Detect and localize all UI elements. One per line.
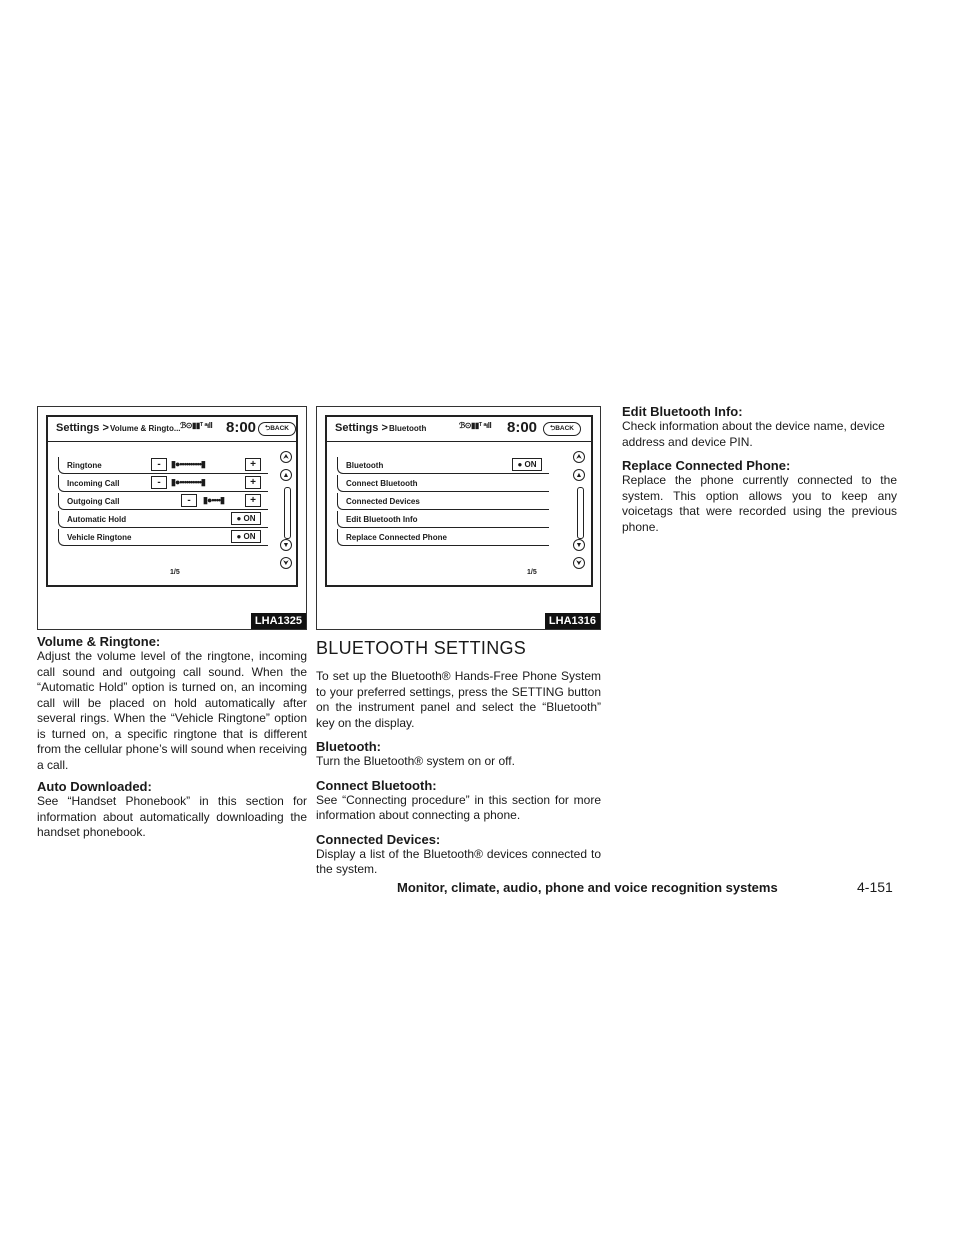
paragraph-intro: To set up the Bluetooth® Hands-Free Phone System to your preferred settings, press the SETTING button on the instrument panel and select the “Bluetooth” key on the display. <box>316 669 601 730</box>
volume-minus-button[interactable]: - <box>151 458 167 471</box>
column-right <box>622 404 897 535</box>
figure-volume-ringtone <box>37 406 307 630</box>
page-indicator: 1/5 <box>170 569 180 576</box>
scroll-up-icon[interactable]: ▲ <box>573 469 585 481</box>
row-replace-connected-phone[interactable] <box>337 529 549 546</box>
screen-header <box>48 417 296 442</box>
clock-time: 8:00 <box>507 419 538 436</box>
screen-volume-ringtone <box>46 415 298 587</box>
volume-level-bar: ▮●••••▮ <box>203 495 224 505</box>
heading-replace-connected-phone: Replace Connected Phone: <box>622 458 791 473</box>
page-number: 4-151 <box>857 879 893 895</box>
paragraph-connect-bluetooth: See “Connecting procedure” in this section for more information about connecting a phone. <box>316 792 601 822</box>
clock-time: 8:00 <box>226 419 257 436</box>
row-label: Incoming Call <box>67 479 120 488</box>
heading-connect-bluetooth: Connect Bluetooth: <box>316 777 437 793</box>
row-automatic-hold[interactable] <box>58 511 268 528</box>
volume-minus-button[interactable]: - <box>181 494 197 507</box>
screen-header <box>327 417 591 442</box>
heading-auto-downloaded: Auto Downloaded: <box>37 779 152 794</box>
heading-connected-devices: Connected Devices: <box>316 831 441 847</box>
row-label: Connect Bluetooth <box>346 479 418 488</box>
scroll-bottom-icon[interactable]: ⮟ <box>573 557 585 569</box>
figure-code: LHA1325 <box>251 613 306 629</box>
row-incoming-call[interactable] <box>58 475 268 492</box>
row-label: Edit Bluetooth Info <box>346 515 418 524</box>
toggle-on-button[interactable]: ● ON <box>231 512 261 525</box>
paragraph-edit-bluetooth-info: Check information about the device name, device address and device PIN. <box>622 419 885 449</box>
toggle-on-button[interactable]: ● ON <box>231 530 261 543</box>
volume-plus-button[interactable]: + <box>245 476 261 489</box>
heading-volume-ringtone: Volume & Ringtone: <box>37 634 161 649</box>
header-subtitle: Volume & Ringto... <box>110 424 181 433</box>
scroll-top-icon[interactable]: ⮝ <box>280 451 292 463</box>
column-left <box>37 634 307 841</box>
column-middle <box>316 638 601 878</box>
scroll-top-icon[interactable]: ⮝ <box>573 451 585 463</box>
row-label: Automatic Hold <box>67 515 127 524</box>
row-connect-bluetooth[interactable] <box>337 475 549 492</box>
header-title: Settings > <box>335 422 388 434</box>
toggle-on-button[interactable]: ● ON <box>512 458 542 471</box>
heading-edit-bluetooth-info: Edit Bluetooth Info: <box>622 404 743 419</box>
screen-bluetooth <box>325 415 593 587</box>
back-button[interactable]: ⮌BACK <box>258 422 296 436</box>
row-label: Ringtone <box>67 461 102 470</box>
figure-bluetooth-settings <box>316 406 601 630</box>
row-bluetooth[interactable] <box>337 457 549 474</box>
row-label: Bluetooth <box>346 461 384 470</box>
header-title: Settings > <box>56 422 109 434</box>
paragraph-volume-ringtone: Adjust the volume level of the ringtone, incoming call sound and outgoing call sound. When the “Automatic Hold” option is turned on, an incoming call will be placed on hold automatically after several rings. When the “Vehicle Ringtone” option is turned on, a specific ringtone that is different from the cellular phone’s will sound when receiving a call. <box>37 649 307 772</box>
footer-chapter-title: Monitor, climate, audio, phone and voice recognition systems <box>397 880 778 895</box>
row-label: Vehicle Ringtone <box>67 533 132 542</box>
volume-level-bar: ▮●••••••••••▮ <box>171 477 205 487</box>
heading-bluetooth: Bluetooth: <box>316 739 381 754</box>
row-connected-devices[interactable] <box>337 493 549 510</box>
scroll-down-icon[interactable]: ▼ <box>280 539 292 551</box>
paragraph-auto-downloaded: See “Handset Phonebook” in this section for information about automatically downloading the handset phonebook. <box>37 794 307 839</box>
paragraph-replace-connected-phone: Replace the phone currently connected to the system. This option allows you to keep any voicetags that were recorded using the previous phone. <box>622 473 897 534</box>
back-button[interactable]: ⮌BACK <box>543 422 581 436</box>
scroll-bottom-icon[interactable]: ⮟ <box>280 557 292 569</box>
paragraph-bluetooth: Turn the Bluetooth® system on or off. <box>316 754 515 768</box>
scrollbar[interactable] <box>577 487 584 539</box>
header-subtitle: Bluetooth <box>389 424 427 433</box>
status-icons: ℬ⊙▮▮ᵀ ᵃıll <box>459 421 492 430</box>
page-indicator: 1/5 <box>527 569 537 576</box>
status-icons: ℬ⊙▮▮ᵀ ᵃıll <box>180 421 213 430</box>
row-label: Connected Devices <box>346 497 420 506</box>
volume-minus-button[interactable]: - <box>151 476 167 489</box>
scrollbar[interactable] <box>284 487 291 539</box>
figure-code: LHA1316 <box>545 613 600 629</box>
scroll-down-icon[interactable]: ▼ <box>573 539 585 551</box>
volume-level-bar: ▮●••••••••••▮ <box>171 459 205 469</box>
volume-plus-button[interactable]: + <box>245 494 261 507</box>
row-label: Outgoing Call <box>67 497 120 506</box>
volume-plus-button[interactable]: + <box>245 458 261 471</box>
paragraph-connected-devices: Display a list of the Bluetooth® devices connected to the system. <box>316 846 601 876</box>
scroll-up-icon[interactable]: ▲ <box>280 469 292 481</box>
section-title: BLUETOOTH SETTINGS <box>316 638 527 658</box>
row-outgoing-call[interactable] <box>58 493 268 510</box>
row-vehicle-ringtone[interactable] <box>58 529 268 546</box>
row-label: Replace Connected Phone <box>346 533 447 542</box>
row-edit-bluetooth-info[interactable] <box>337 511 549 528</box>
row-ringtone[interactable] <box>58 457 268 474</box>
